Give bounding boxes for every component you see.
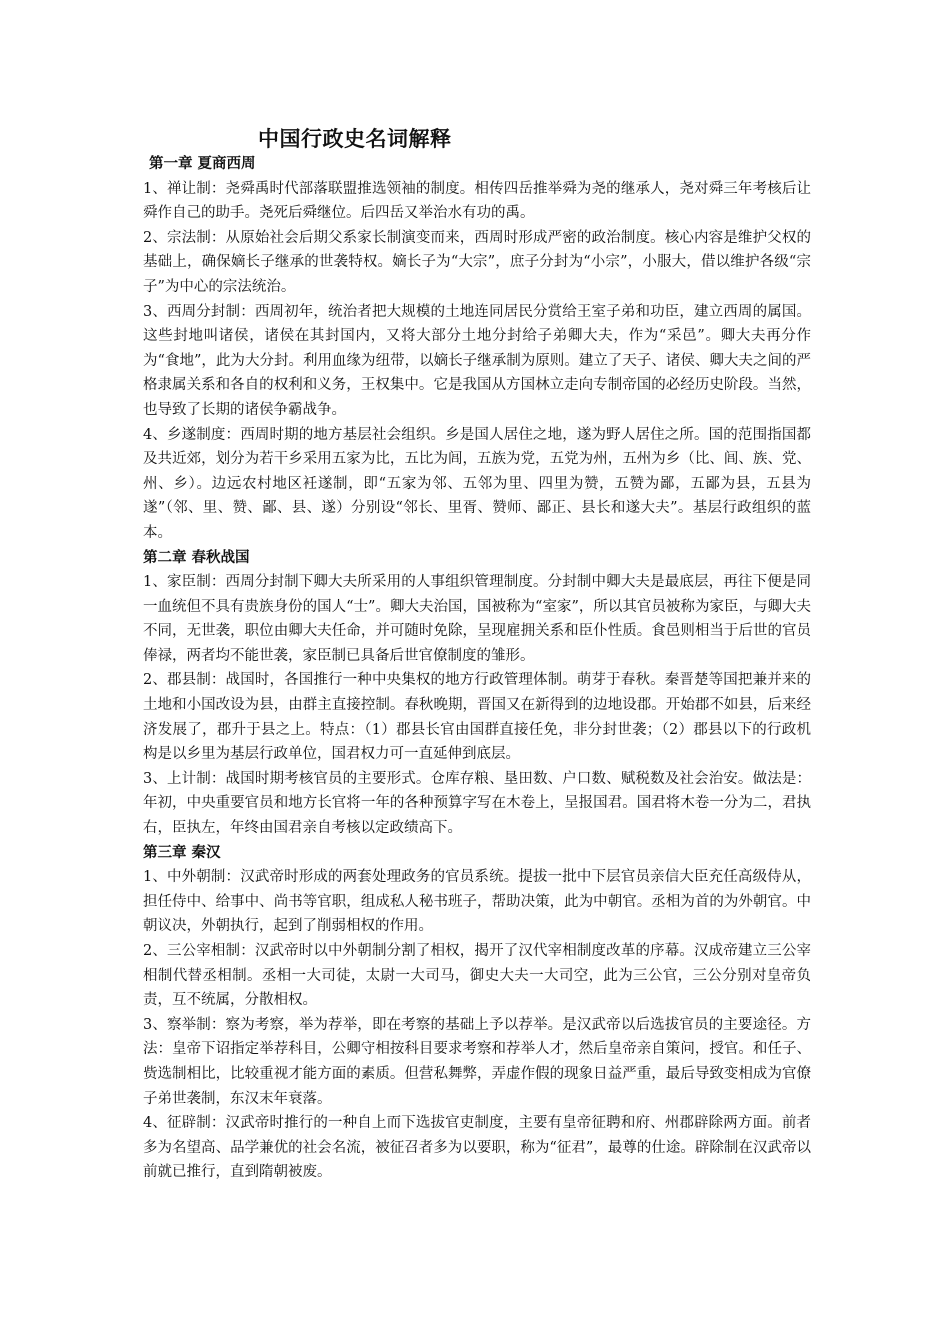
document-title: 中国行政史名词解释	[258, 127, 452, 151]
term-entry: 1、家臣制：西周分封制下卿大夫所采用的人事组织管理制度。分封制中卿大夫是最底层，再往下便是同一血统但不具有贵族身份的国人“士”。卿大夫治国，国被称为“室家”，所以其官员被称为家臣，与卿大夫不同，无世袭，职位由卿大夫任命，并可随时免除，呈现雇拥关系和臣仆性质。食邑则相当于后世的官员俸禄，两者均不能世袭，家臣制已具备后世官僚制度的雏形。	[143, 574, 811, 664]
chapter-3	[143, 841, 811, 1185]
term-entry: 3、上计制：战国时期考核官员的主要形式。仓库存粮、垦田数、户口数、赋税数及社会治安。做法是：年初，中央重要官员和地方长官将一年的各种预算字写在木卷上，呈报国君。国君将木卷一分为二，君执右，臣执左，年终由国君亲自考核以定政绩高下。	[143, 770, 811, 837]
term-entry: 3、察举制：察为考察，举为荐举，即在考察的基础上予以荐举。是汉武帝以后选拔官员的主要途径。方法：皇帝下诏指定举荐科目，公卿守相按科目要求考察和荐举人才，然后皇帝亲自策问，授官。和任子、赀选制相比，比较重视才能方面的素质。但营私舞弊，弄虚作假的现象日益严重，最后导致变相成为官僚子弟世袭制，东汉末年衰落。	[143, 1016, 811, 1107]
chapter-heading: 第三章 秦汉	[143, 844, 221, 861]
term-entry: 2、郡县制：战国时，各国推行一种中央集权的地方行政管理体制。萌芽于春秋。秦晋楚等国把兼并来的土地和小国改设为县，由群主直接控制。春秋晚期，晋国又在新得到的边地设郡。开始郡不如县，后来经济发展了，郡升于县之上。特点：（1）郡县长官由国群直接任免，非分封世袭；（2）郡县以下的行政机构是以乡里为基层行政单位，国君权力可一直延伸到底层。	[143, 672, 811, 763]
chapter-2	[143, 546, 811, 841]
term-entry: 4、征辟制：汉武帝时推行的一种自上而下选拔官吏制度，主要有皇帝征聘和府、州郡辟除两方面。前者多为名望高、品学兼优的社会名流，被征召者多为以要职，称为“征君”，最尊的仕途。辟除制在汉武帝以前就已推行，直到隋朝被废。	[143, 1115, 811, 1181]
term-entry: 2、三公宰相制：汉武帝时以中外朝制分割了相权，揭开了汉代宰相制度改革的序幕。汉成帝建立三公宰相制代替丞相制。丞相一大司徒，太尉一大司马，御史大夫一大司空，此为三公官，三公分别对皇帝负责，互不统属，分散相权。	[143, 943, 811, 1009]
term-entry: 3、西周分封制：西周初年，统治者把大规模的土地连同居民分赏给王室子弟和功臣，建立西周的属国。这些封地叫诸侯，诸侯在其封国内，又将大部分土地分封给子弟卿大夫，作为“采邑”。卿大夫再分作为“食地”，此为大分封。利用血缘为纽带，以嫡长子继承制为原则。建立了天子、诸侯、卿大夫之间的严格隶属关系和各自的权利和义务，王权集中。它是我国从方国林立走向专制帝国的必经历史阶段。当然，也导致了长期的诸侯争霸战争。	[143, 303, 811, 418]
chapter-heading: 第一章 夏商西周	[149, 156, 256, 172]
chapter-heading: 第二章 春秋战国	[143, 549, 250, 566]
term-entry: 1、中外朝制：汉武帝时形成的两套处理政务的官员系统。提拔一批中下层官员亲信大臣充任高级侍从，担任侍中、给事中、尚书等官职，组成私人秘书班子，帮助决策，此为中朝官。丞相为首的为外朝官。中朝议决，外朝执行，起到了削弱相权的作用。	[143, 869, 811, 935]
term-entry: 1、禅让制：尧舜禹时代部落联盟推选领袖的制度。相传四岳推举舜为尧的继承人，尧对舜三年考核后让舜作自己的助手。尧死后舜继位。后四岳又举治水有功的禹。	[143, 180, 811, 222]
chapter-1	[143, 152, 811, 546]
document-body	[143, 152, 811, 1185]
term-entry: 2、宗法制：从原始社会后期父系家长制演变而来，西周时形成严密的政治制度。核心内容是维护父权的基础上，确保嫡长子继承的世袭特权。嫡长子为“大宗”，庶子分封为“小宗”，小服大，借以维护各级“宗子”为中心的宗法统治。	[143, 229, 811, 295]
term-entry: 4、乡遂制度：西周时期的地方基层社会组织。乡是国人居住之地，遂为野人居住之所。国的范围指国都及共近郊，划分为若干乡采用五家为比，五比为闾，五族为党，五党为州，五州为乡（比、闾、族、党、州、乡）。边远农村地区衽遂制，即“五家为邻、五邻为里、四里为赞，五赞为鄙，五鄙为县，五县为遂”（邻、里、赞、鄙、县、遂）分别设“邻长、里胥、赞师、鄙正、县长和遂大夫”。基层行政组织的蓝本。	[143, 426, 811, 541]
